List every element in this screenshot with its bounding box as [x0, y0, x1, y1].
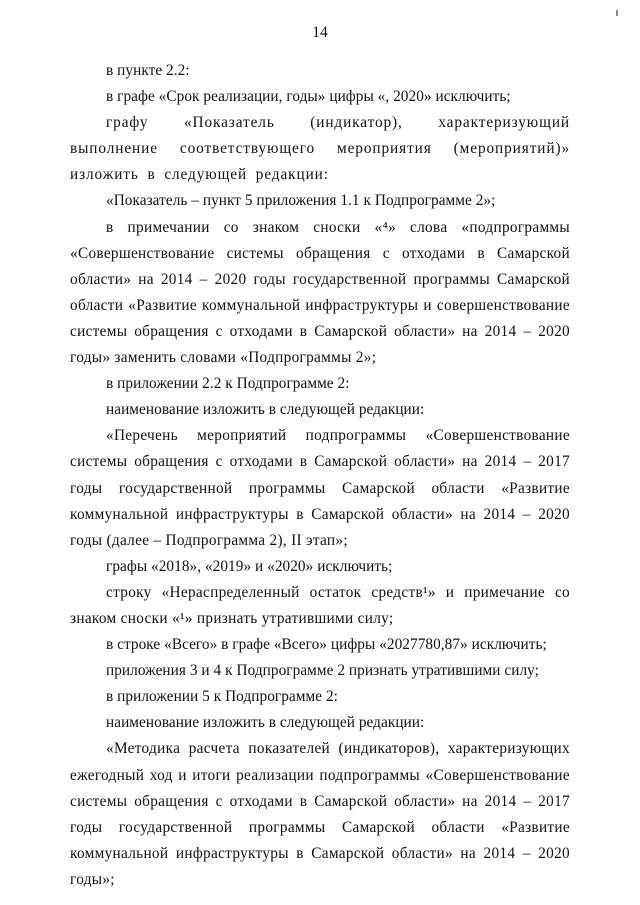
paragraph-term-column: в графе «Срок реализации, годы» цифры «, 2020» исключить; — [106, 88, 511, 106]
paragraph-indicator-column: графу «Показатель (индикатор), характеризующий выполнение соответствующего мероприятия (мероприятий)» изложить в следующей редакции: — [70, 114, 570, 184]
paragraph-footnote-note: в примечании со знаком сноски «⁴» слова «подпрограммы «Совершенствование системы обращения с отходами в Самарской области» на 2014 – 2020 годы государственной программы Самарской области «Развитие коммунальной инфраструктуры и совершенствование системы обращения с отходами в Самарской области» на 2014 – 2020 годы» заменить словами «Подпрограммы 2»; — [70, 218, 570, 367]
paragraph-total-row: в строке «Всего» в графе «Всего» цифры «2027780,87» исключить; — [106, 636, 547, 654]
paragraph-activity-list: «Перечень мероприятий подпрограммы «Совершенствование системы обращения с отходами в Самарской области» на 2014 – 2017 годы государственной программы Самарской области «Развитие коммунальной инфраструктуры в Самарской области» на 2014 – 2020 годы (далее – Подпрограмма 2), II этап»; — [70, 427, 570, 549]
paragraph-unallocated-balance: строку «Нераспределенный остаток средств¹» и примечание со знаком сноски «¹» признать утратившими силу; — [70, 583, 570, 627]
paragraph-columns-exclude: графы «2018», «2019» и «2020» исключить; — [106, 557, 393, 575]
paragraph-methodology: «Методика расчета показателей (индикаторов), характеризующих ежегодный ход и итоги реализации подпрограммы «Совершенствование системы обращения с отходами в Самарской области» на 2014 – 2017 годы государственной программы Самарской области «Развитие коммунальной инфраструктуры в Самарской области» на 2014 – 2020 годы»; — [70, 740, 570, 888]
paragraph-name-edit-2: наименование изложить в следующей редакции: — [106, 714, 425, 732]
paragraph-indicator-value: «Показатель – пункт 5 приложения 1.1 к Подпрограмме 2»; — [106, 192, 496, 210]
scan-mark — [616, 10, 618, 16]
paragraph-point-2-2: в пункте 2.2: — [106, 62, 190, 79]
paragraph-appendices-3-4: приложения 3 и 4 к Подпрограмме 2 признать утратившими силу; — [106, 662, 539, 680]
document-body — [70, 58, 570, 893]
page-number: 14 — [312, 24, 328, 41]
paragraph-name-edit-1: наименование изложить в следующей редакции: — [106, 401, 425, 419]
paragraph-appendix-5: в приложении 5 к Подпрограмме 2: — [106, 688, 338, 706]
paragraph-appendix-2-2: в приложении 2.2 к Подпрограмме 2: — [106, 375, 350, 393]
